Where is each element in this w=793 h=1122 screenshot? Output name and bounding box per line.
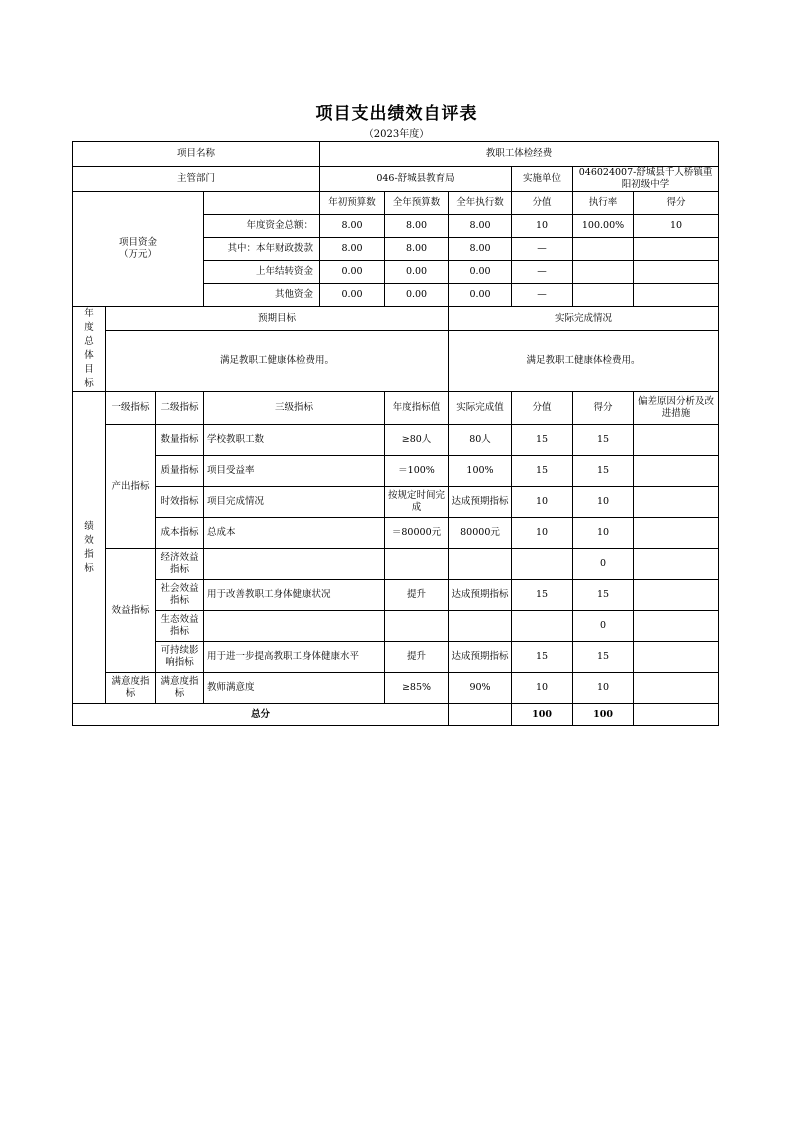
page-title: 项目支出绩效自评表 <box>315 104 478 124</box>
value: 10 <box>512 487 573 518</box>
actual-goal: 满足教职工健康体检费用。 <box>449 331 719 392</box>
funds-cell: 8.00 <box>320 238 385 261</box>
perf-row <box>73 456 719 487</box>
actual: 达成预期指标 <box>449 642 512 673</box>
level2: 社会效益指标 <box>156 580 204 611</box>
perf-header-row <box>73 392 719 425</box>
total-note <box>634 704 719 726</box>
level2: 满意度指标 <box>156 673 204 704</box>
perf-header: 偏差原因分析及改进措施 <box>634 392 719 425</box>
perf-row <box>73 642 719 673</box>
funds-cell: 0.00 <box>320 284 385 307</box>
level2: 可持续影响指标 <box>156 642 204 673</box>
actual-goal-label: 实际完成情况 <box>449 307 719 331</box>
level2: 质量指标 <box>156 456 204 487</box>
project-name-label: 项目名称 <box>73 142 320 167</box>
level2: 时效指标 <box>156 487 204 518</box>
score: 0 <box>573 611 634 642</box>
note <box>634 549 719 580</box>
funds-header: 年初预算数 <box>320 192 385 215</box>
total-blank <box>449 704 512 726</box>
value <box>512 549 573 580</box>
expected-goal-label: 预期目标 <box>106 307 449 331</box>
perf-row <box>73 487 719 518</box>
perf-row <box>73 518 719 549</box>
level3: 总成本 <box>204 518 385 549</box>
score: 0 <box>573 549 634 580</box>
perf-header: 分值 <box>512 392 573 425</box>
actual: 80000元 <box>449 518 512 549</box>
perf-row <box>73 580 719 611</box>
total-label: 总分 <box>73 704 449 726</box>
level2: 生态效益指标 <box>156 611 204 642</box>
target <box>385 611 449 642</box>
value <box>512 611 573 642</box>
funds-cell: 10 <box>634 215 719 238</box>
evaluation-table <box>72 141 719 726</box>
report-year: （2023年度） <box>363 129 430 140</box>
note <box>634 487 719 518</box>
level1-satisfaction: 满意度指标 <box>106 673 156 704</box>
note <box>634 456 719 487</box>
level3 <box>204 611 385 642</box>
funds-cell: 10 <box>512 215 573 238</box>
total-row <box>73 704 719 726</box>
total-value: 100 <box>512 704 573 726</box>
actual <box>449 611 512 642</box>
funds-cell <box>573 238 634 261</box>
impl-unit-label: 实施单位 <box>512 167 573 192</box>
perf-header: 年度指标值 <box>385 392 449 425</box>
target: 提升 <box>385 580 449 611</box>
value: 15 <box>512 580 573 611</box>
funds-header-blank <box>204 192 320 215</box>
funds-row-label: 上年结转资金 <box>204 261 320 284</box>
funds-cell <box>634 284 719 307</box>
funds-cell: — <box>512 261 573 284</box>
actual: 80人 <box>449 425 512 456</box>
score: 15 <box>573 580 634 611</box>
funds-header: 执行率 <box>573 192 634 215</box>
funds-row-label: 年度资金总额： <box>204 215 320 238</box>
impl-unit-value: 046024007-舒城县千人桥镇重阳初级中学 <box>573 167 719 192</box>
target: ＝100% <box>385 456 449 487</box>
goals-label: 年 度 总 体 目 标 <box>73 307 106 392</box>
perf-row <box>73 425 719 456</box>
level2: 数量指标 <box>156 425 204 456</box>
level3: 学校教职工数 <box>204 425 385 456</box>
actual <box>449 549 512 580</box>
target: 提升 <box>385 642 449 673</box>
funds-cell <box>634 261 719 284</box>
actual: 达成预期指标 <box>449 580 512 611</box>
project-name-row <box>73 142 719 167</box>
value: 10 <box>512 673 573 704</box>
funds-header: 全年执行数 <box>449 192 512 215</box>
target: ≥80人 <box>385 425 449 456</box>
funds-cell: — <box>512 284 573 307</box>
level3: 教师满意度 <box>204 673 385 704</box>
score: 10 <box>573 487 634 518</box>
funds-cell <box>573 284 634 307</box>
funds-cell <box>634 238 719 261</box>
funds-label: 项目资金 （万元） <box>73 192 204 307</box>
value: 15 <box>512 456 573 487</box>
funds-header-row <box>73 192 719 215</box>
score: 10 <box>573 673 634 704</box>
funds-header: 得分 <box>634 192 719 215</box>
funds-cell: 100.00% <box>573 215 634 238</box>
level1-benefit: 效益指标 <box>106 549 156 673</box>
score: 15 <box>573 425 634 456</box>
funds-row-label: 其他资金 <box>204 284 320 307</box>
note <box>634 425 719 456</box>
dept-label: 主管部门 <box>73 167 320 192</box>
expected-goal: 满足教职工健康体检费用。 <box>106 331 449 392</box>
level2: 成本指标 <box>156 518 204 549</box>
funds-header: 全年预算数 <box>385 192 449 215</box>
perf-header: 得分 <box>573 392 634 425</box>
actual: 90% <box>449 673 512 704</box>
level1-output: 产出指标 <box>106 425 156 549</box>
score: 10 <box>573 518 634 549</box>
note <box>634 518 719 549</box>
funds-cell: 8.00 <box>320 215 385 238</box>
goals-row <box>73 331 719 392</box>
perf-row <box>73 549 719 580</box>
value: 10 <box>512 518 573 549</box>
actual: 达成预期指标 <box>449 487 512 518</box>
funds-cell: 8.00 <box>385 238 449 261</box>
score: 15 <box>573 456 634 487</box>
goals-header-row <box>73 307 719 331</box>
perf-row <box>73 673 719 704</box>
level2: 经济效益指标 <box>156 549 204 580</box>
funds-cell: — <box>512 238 573 261</box>
total-score: 100 <box>573 704 634 726</box>
funds-cell: 0.00 <box>385 284 449 307</box>
perf-header: 实际完成值 <box>449 392 512 425</box>
note <box>634 580 719 611</box>
perf-row <box>73 611 719 642</box>
project-name-value: 教职工体检经费 <box>320 142 719 167</box>
dept-value: 046-舒城县教育局 <box>320 167 512 192</box>
perf-header: 三级指标 <box>204 392 385 425</box>
note <box>634 642 719 673</box>
level3: 用于进一步提高教职工身体健康水平 <box>204 642 385 673</box>
value: 15 <box>512 642 573 673</box>
funds-cell: 8.00 <box>449 215 512 238</box>
note <box>634 611 719 642</box>
perf-label: 绩 效 指 标 <box>73 392 106 704</box>
department-row <box>73 167 719 192</box>
funds-header: 分值 <box>512 192 573 215</box>
funds-cell: 0.00 <box>449 261 512 284</box>
value: 15 <box>512 425 573 456</box>
funds-cell: 0.00 <box>449 284 512 307</box>
level3: 项目受益率 <box>204 456 385 487</box>
note <box>634 673 719 704</box>
level3: 用于改善教职工身体健康状况 <box>204 580 385 611</box>
funds-cell: 8.00 <box>449 238 512 261</box>
funds-cell: 0.00 <box>385 261 449 284</box>
target <box>385 549 449 580</box>
level3: 项目完成情况 <box>204 487 385 518</box>
target: ≥85% <box>385 673 449 704</box>
actual: 100% <box>449 456 512 487</box>
funds-row-label: 其中：本年财政拨款 <box>204 238 320 261</box>
funds-cell: 0.00 <box>320 261 385 284</box>
funds-cell: 8.00 <box>385 215 449 238</box>
perf-header: 一级指标 <box>106 392 156 425</box>
target: ＝80000元 <box>385 518 449 549</box>
funds-cell <box>573 261 634 284</box>
score: 15 <box>573 642 634 673</box>
level3 <box>204 549 385 580</box>
target: 按规定时间完成 <box>385 487 449 518</box>
perf-header: 二级指标 <box>156 392 204 425</box>
